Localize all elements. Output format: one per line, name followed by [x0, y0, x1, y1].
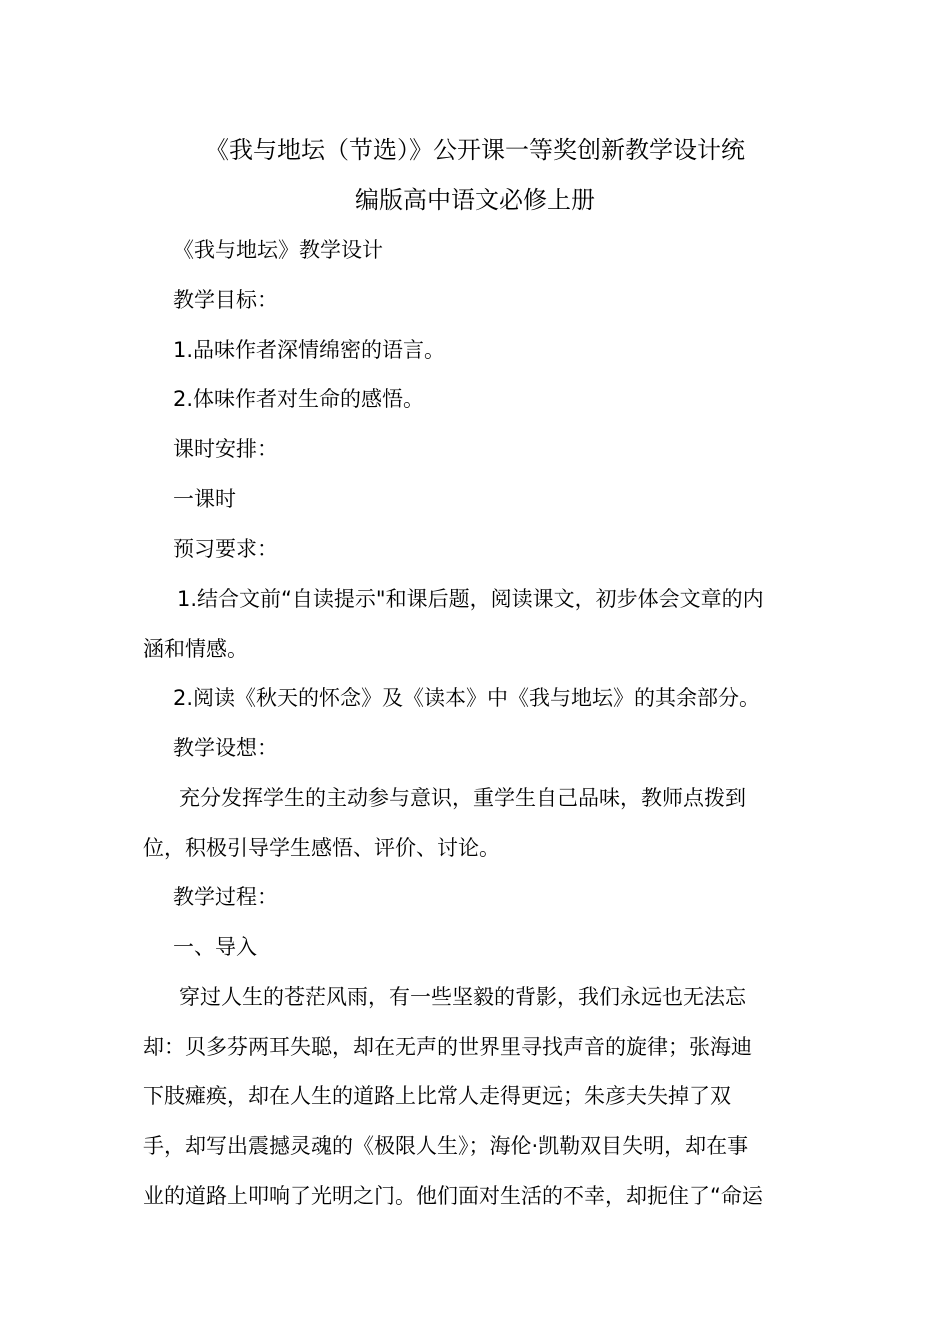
schedule-value: 一课时: [173, 487, 236, 511]
preview-heading: 预习要求：: [173, 537, 278, 561]
goals-heading: 教学目标：: [173, 288, 278, 312]
process-heading: 教学过程：: [173, 885, 278, 909]
schedule-heading: 课时安排：: [173, 437, 278, 461]
document-title-line-1: 《我与地坛（节选）》公开课一等奖创新教学设计统: [205, 136, 745, 164]
intro-paragraph-line-3: 下肢瘫痪，却在人生的道路上比常人走得更远；朱彦夫失掉了双: [143, 1084, 731, 1108]
preview-item-1-line-2: 涵和情感。: [143, 637, 248, 661]
concept-heading: 教学设想：: [173, 736, 278, 760]
lesson-plan-subtitle: 《我与地坛》教学设计: [173, 238, 383, 262]
intro-paragraph-line-5: 业的道路上叩响了光明之门。他们面对生活的不幸，却扼住了“命运: [143, 1184, 763, 1208]
concept-paragraph-line-1: 充分发挥学生的主动参与意识，重学生自己品味，教师点拨到: [179, 786, 746, 810]
intro-paragraph-line-2: 却：贝多芬两耳失聪，却在无声的世界里寻找声音的旋律；张海迪: [143, 1035, 752, 1059]
goal-item-2: 2.体味作者对生命的感悟。: [173, 387, 425, 411]
document-title-line-2: 编版高中语文必修上册: [355, 186, 595, 214]
section-1-heading: 一、导入: [173, 935, 257, 959]
intro-paragraph-line-4: 手，却写出震撼灵魂的《极限人生》；海伦·凯勒双目失明，却在事: [143, 1134, 749, 1158]
preview-item-1-line-1: 1.结合文前“自读提示"和课后题，阅读课文，初步体会文章的内: [177, 587, 764, 611]
preview-item-2: 2.阅读《秋天的怀念》及《读本》中《我与地坛》的其余部分。: [173, 686, 761, 710]
goal-item-1: 1.品味作者深情绵密的语言。: [173, 338, 446, 362]
concept-paragraph-line-2: 位，积极引导学生感悟、评价、讨论。: [143, 836, 500, 860]
intro-paragraph-line-1: 穿过人生的苍茫风雨，有一些坚毅的背影，我们永远也无法忘: [179, 985, 746, 1009]
